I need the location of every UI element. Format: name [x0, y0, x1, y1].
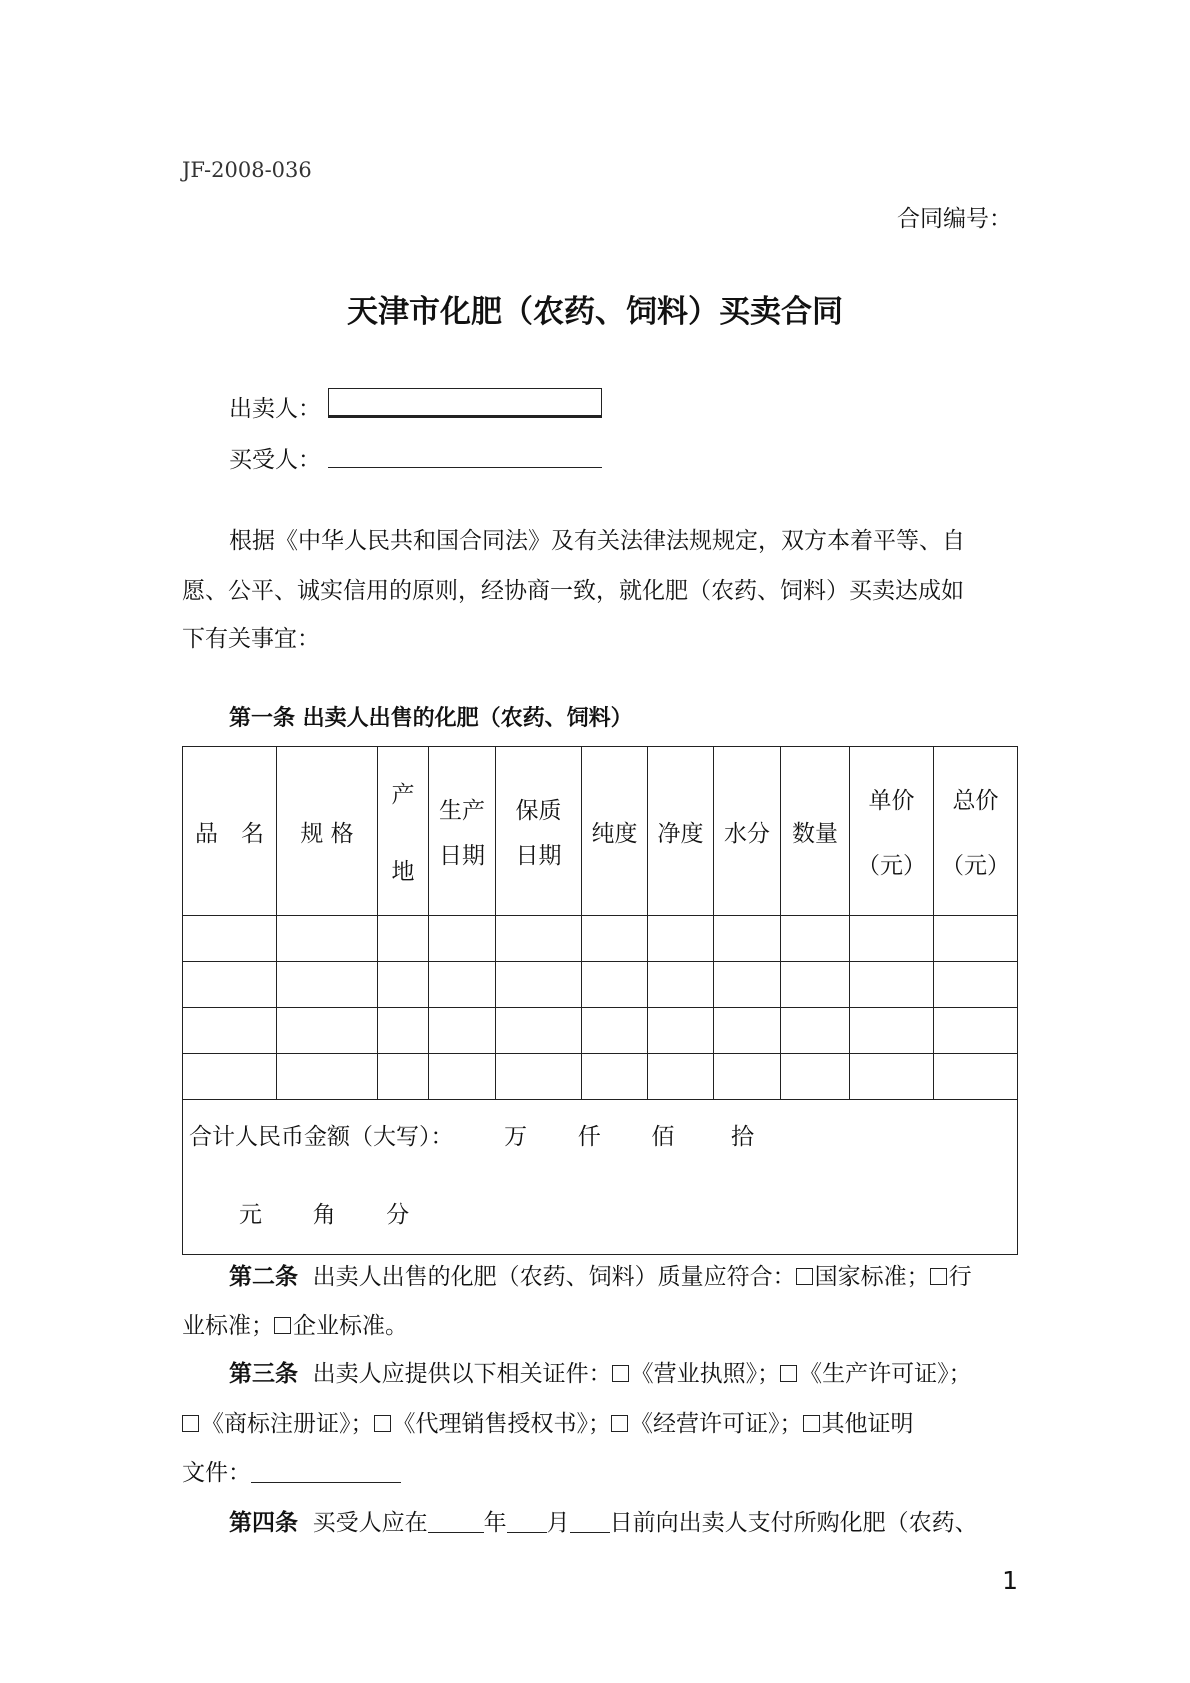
checkbox-sales-authorization[interactable] — [374, 1415, 391, 1432]
preamble-line-3: 下有关事宜： — [182, 626, 320, 652]
total-amount-label: 合计人民币金额（大写）： — [189, 1124, 454, 1150]
total-amount-cell[interactable] — [183, 1100, 1018, 1255]
table-row — [183, 1008, 1018, 1054]
unit-qian: 仟 — [577, 1124, 601, 1150]
checkbox-industry-standard[interactable] — [930, 1268, 947, 1285]
article-4-line-1: 第四条 买受人应在 年 月 日前向出卖人支付所购化肥（农药、 — [229, 1510, 978, 1536]
payment-year-field[interactable] — [428, 1512, 484, 1533]
article-2-line-2: 业标准； 企业标准。 — [182, 1313, 408, 1339]
unit-wan: 万 — [504, 1124, 528, 1150]
page-number: 1 — [1002, 1566, 1018, 1595]
article-3-line-2: 《商标注册证》； 《代理销售授权书》； 《经营许可证》； 其他证明 — [182, 1405, 914, 1438]
header-quantity: 数量 — [781, 747, 850, 916]
header-product-name: 品 名 — [183, 747, 277, 916]
seller-name-field[interactable] — [328, 388, 602, 418]
header-purity: 纯度 — [582, 747, 648, 916]
checkbox-production-permit[interactable] — [780, 1365, 797, 1382]
preamble-line-2: 愿、公平、诚实信用的原则，经协商一致，就化肥（农药、饲料）买卖达成如 — [182, 578, 964, 604]
table-row — [183, 916, 1018, 962]
table-total-row — [183, 1100, 1018, 1255]
buyer-name-field[interactable] — [328, 467, 602, 468]
unit-fen: 分 — [386, 1202, 410, 1228]
checkbox-operating-permit[interactable] — [611, 1415, 628, 1432]
unit-bai: 佰 — [651, 1124, 675, 1150]
unit-shi: 拾 — [731, 1124, 754, 1150]
unit-jiao: 角 — [312, 1202, 336, 1228]
header-total-price: 总价 （元） — [934, 747, 1018, 916]
article-2-line-1: 第二条 出卖人出售的化肥（农药、饲料）质量应符合： 国家标准； 行 — [229, 1264, 972, 1290]
header-mfg-date: 生产 日期 — [429, 747, 496, 916]
document-id: JF-2008-036 — [182, 158, 312, 182]
article-3-line-3: 文件： — [182, 1454, 401, 1487]
header-spec: 规 格 — [277, 747, 378, 916]
header-moisture: 水分 — [714, 747, 781, 916]
preamble-line-1: 根据《中华人民共和国合同法》及有关法律法规规定，双方本着平等、自 — [229, 528, 965, 554]
buyer-label: 买受人： — [229, 447, 321, 473]
payment-day-field[interactable] — [570, 1512, 610, 1533]
other-docs-field[interactable] — [251, 1462, 401, 1483]
checkbox-business-license[interactable] — [612, 1365, 629, 1382]
header-net: 净度 — [648, 747, 714, 916]
checkbox-national-standard[interactable] — [796, 1268, 813, 1285]
contract-title: 天津市化肥（农药、饲料）买卖合同 — [347, 294, 843, 330]
article-1-heading: 第一条 出卖人出售的化肥（农药、饲料） — [229, 706, 633, 731]
table-row — [183, 1054, 1018, 1100]
header-unit-price: 单价 （元） — [850, 747, 934, 916]
header-origin: 产 地 — [378, 747, 429, 916]
table-row — [183, 962, 1018, 1008]
article-3-line-1: 第三条 出卖人应提供以下相关证件： 《营业执照》； 《生产许可证》； — [229, 1361, 972, 1387]
goods-table — [182, 746, 1018, 1255]
checkbox-trademark-cert[interactable] — [182, 1415, 199, 1432]
contract-number-label: 合同编号： — [897, 206, 1012, 232]
payment-month-field[interactable] — [507, 1512, 547, 1533]
header-shelf-life: 保质 日期 — [496, 747, 582, 916]
checkbox-other-docs[interactable] — [803, 1415, 820, 1432]
checkbox-enterprise-standard[interactable] — [274, 1317, 291, 1334]
seller-label: 出卖人： — [229, 396, 321, 422]
table-header-row — [183, 747, 1018, 916]
unit-yuan: 元 — [239, 1202, 262, 1228]
